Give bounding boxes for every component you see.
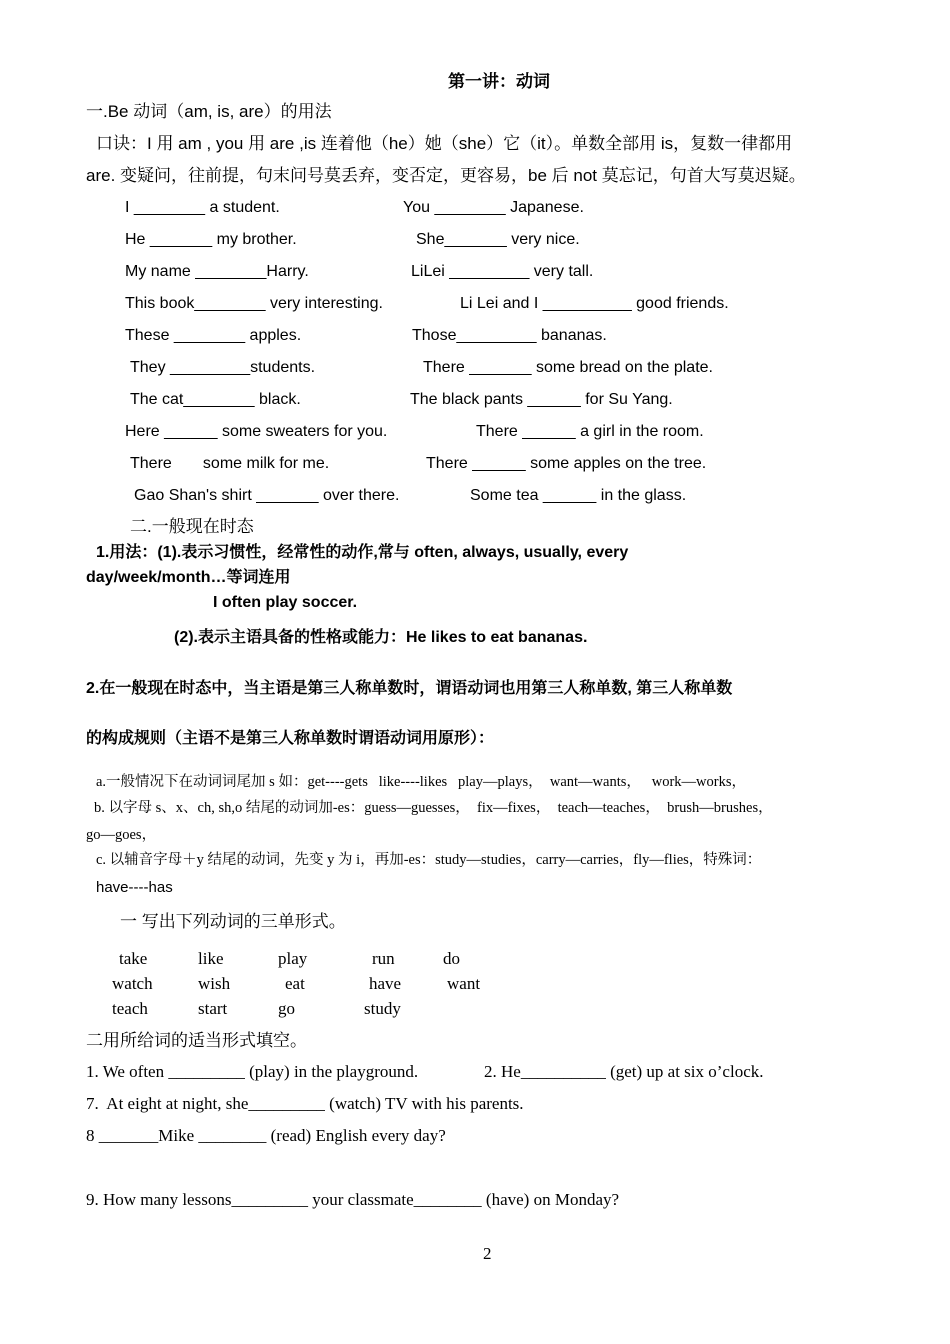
verb-word: take — [119, 949, 148, 968]
question-2: 2. He__________ (get) up at six o’clock. — [484, 1062, 764, 1081]
verb-word: study — [364, 999, 401, 1018]
present-section-heading: 二.一般现在时态 — [130, 517, 254, 536]
rule-line-1: 2.在一般现在时态中，当主语是第三人称单数时，谓语动词也用第三人称单数, 第三人称单数 — [86, 680, 733, 697]
exercise-right: She_______ very nice. — [416, 231, 580, 248]
question-1: 1. We often _________ (play) in the playground. — [86, 1062, 419, 1081]
page-number: 2 — [483, 1244, 492, 1263]
usage-2: (2).表示主语具备的性格或能力：He likes to eat bananas. — [174, 629, 588, 646]
page-title: 第一讲：动词 — [448, 72, 550, 91]
exercise-left: These ________ apples. — [125, 327, 302, 344]
rule-b-line-1: b. 以字母 s、x、ch, sh,o 结尾的动词加-es：guess—guesses， fix—fixes， teach—teaches， brush—brushes， — [94, 800, 773, 816]
exercise-1-heading: 一 写出下列动词的三单形式。 — [120, 912, 346, 931]
question-9: 9. How many lessons_________ your classmate________ (have) on Monday? — [86, 1190, 620, 1209]
usage-1-line-1: 1.用法：(1).表示习惯性，经常性的动作,常与 often, always, usually, every — [96, 544, 629, 561]
exercise-right: You ________ Japanese. — [403, 199, 584, 216]
exercise-left: Here ______ some sweaters for you. — [125, 423, 388, 440]
rule-c-line-1: c. 以辅音字母＋y 结尾的动词，先变 y 为 i，再加-es：study—studies，carry—carries，fly—flies，特殊词： — [96, 852, 762, 868]
exercise-right: The black pants ______ for Su Yang. — [410, 391, 673, 408]
verb-word: go — [278, 999, 295, 1018]
usage-1-line-2: day/week/month…等词连用 — [86, 569, 291, 586]
exercise-left: They _________students. — [130, 359, 316, 376]
exercise-left: He _______ my brother. — [125, 231, 297, 248]
exercise-left: The cat________ black. — [130, 391, 301, 408]
exercise-right: There ______ some apples on the tree. — [426, 455, 707, 472]
exercise-left: My name ________Harry. — [125, 263, 309, 280]
verb-word: eat — [285, 974, 305, 993]
verb-word: watch — [112, 974, 153, 993]
question-7: 7. At eight at night, she_________ (watch) TV with his parents. — [86, 1094, 524, 1113]
verb-word: start — [198, 999, 228, 1018]
verb-word: wish — [198, 974, 231, 993]
exercise-right: LiLei _________ very tall. — [411, 263, 594, 280]
exercise-right: Li Lei and I __________ good friends. — [460, 295, 729, 312]
exercise-2-heading: 二用所给词的适当形式填空。 — [86, 1031, 307, 1050]
exercise-left: Gao Shan's shirt _______ over there. — [134, 487, 400, 504]
verb-word: teach — [112, 999, 148, 1018]
verb-word: want — [447, 974, 481, 993]
rule-b-line-2: go—goes， — [86, 827, 157, 843]
exercise-right: There _______ some bread on the plate. — [423, 359, 713, 376]
exercise-left: There some milk for me. — [130, 455, 330, 472]
usage-1-example: I often play soccer. — [213, 594, 358, 611]
rule-c-line-2: have----has — [96, 879, 173, 896]
verb-word: do — [443, 949, 460, 968]
be-section-heading: 一.Be 动词（am, is, are）的用法 — [86, 102, 332, 121]
exercise-right: Some tea ______ in the glass. — [470, 487, 687, 504]
question-8: 8 _______Mike ________ (read) English every day? — [86, 1126, 446, 1145]
verb-word: run — [372, 949, 395, 968]
verb-word: like — [198, 949, 224, 968]
rhyme-line-2: are. 变疑问，往前提，句末问号莫丢弃，变否定，更容易，be 后 not 莫忘记，句首大写莫迟疑。 — [86, 166, 806, 185]
exercise-left: This book________ very interesting. — [125, 295, 383, 312]
exercise-left: I ________ a student. — [125, 199, 280, 216]
exercise-right: Those_________ bananas. — [412, 327, 607, 344]
verb-word: play — [278, 949, 308, 968]
exercise-right: There ______ a girl in the room. — [476, 423, 704, 440]
rhyme-line-1: 口诀：I 用 am , you 用 are ,is 连着他（he）她（she）它（it）。单数全部用 is，复数一律都用 — [96, 134, 793, 153]
verb-word: have — [369, 974, 402, 993]
rule-line-2: 的构成规则（主语不是第三人称单数时谓语动词用原形）： — [86, 730, 495, 747]
rule-a: a.一般情况下在动词词尾加 s 如：get----gets like----likes play—plays， want—wants， work—works， — [96, 774, 746, 790]
